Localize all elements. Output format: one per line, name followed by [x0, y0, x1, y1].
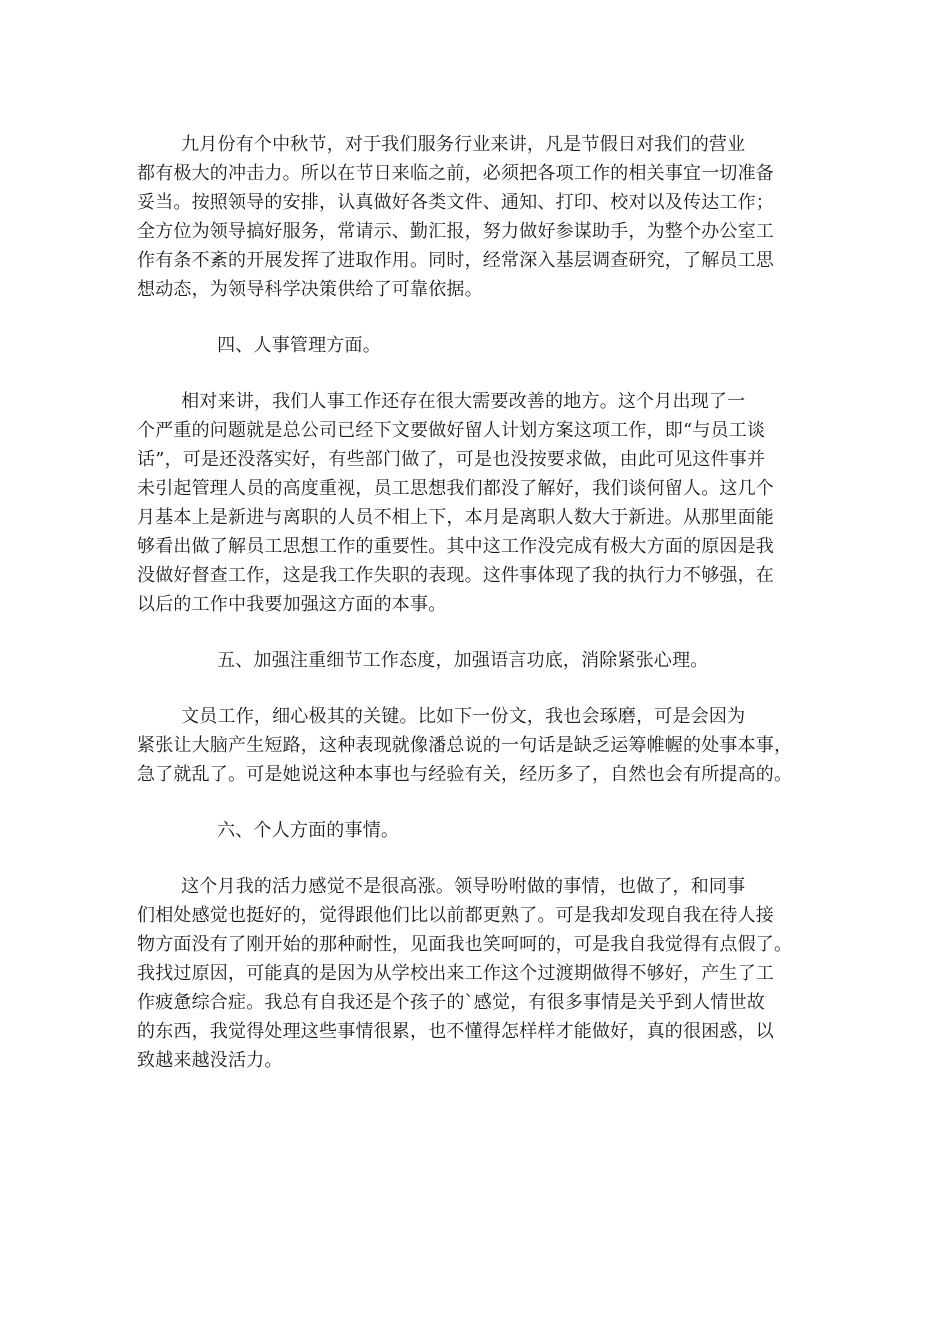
paragraph-line: 妥当。按照领导的安排，认真做好各类文件、通知、打印、校对以及传达工作；: [137, 192, 774, 213]
section-heading-detail: 五、加强注重细节工作态度，加强语言功底，消除紧张心理。: [217, 650, 709, 671]
paragraph-line: 个严重的问题就是总公司已经下文要做好留人计划方案这项工作，即“与员工谈: [137, 420, 766, 441]
paragraph-line: 急了就乱了。可是她说这种本事也与经验有关，经历多了，自然也会有所提高的。: [137, 764, 793, 785]
paragraph-line: 想动态，为领导科学决策供给了可靠依据。: [137, 279, 483, 300]
paragraph-line: 全方位为领导搞好服务，常请示、勤汇报，努力做好参谋助手，为整个办公室工: [137, 221, 774, 242]
paragraph-line: 紧张让大脑产生短路，这种表现就像潘总说的一句话是缺乏运筹帷幄的处事本事，: [137, 735, 793, 756]
paragraph-line: 九月份有个中秋节，对于我们服务行业来讲，凡是节假日对我们的营业: [181, 134, 746, 155]
paragraph-personal: [137, 872, 825, 1075]
paragraph-line: 致越来越没活力。: [137, 1050, 283, 1071]
paragraph-line: 没做好督查工作，这是我工作失职的表现。这件事体现了我的执行力不够强，在: [137, 565, 774, 586]
paragraph-mid-autumn: [137, 130, 825, 304]
paragraph-line: 们相处感觉也挺好的，觉得跟他们比以前都更熟了。可是我却发现自我在待人接: [137, 905, 774, 926]
paragraph-line: 话”，可是还没落实好，有些部门做了，可是也没按要求做，由此可见这件事并: [137, 449, 766, 470]
paragraph-hr: [137, 387, 825, 619]
paragraph-line: 未引起管理人员的高度重视，员工思想我们都没了解好，我们谈何留人。这几个: [137, 478, 774, 499]
section-heading-hr: 四、人事管理方面。: [217, 335, 381, 356]
paragraph-line: 都有极大的冲击力。所以在节日来临之前，必须把各项工作的相关事宜一切准备: [137, 163, 774, 184]
paragraph-line: 这个月我的活力感觉不是很高涨。领导吩咐做的事情，也做了，和同事: [181, 876, 746, 897]
paragraph-line: 相对来讲，我们人事工作还存在很大需要改善的地方。这个月出现了一: [181, 391, 746, 412]
paragraph-line: 够看出做了解员工思想工作的重要性。其中这工作没完成有极大方面的原因是我: [137, 536, 774, 557]
paragraph-line: 我找过原因，可能真的是因为从学校出来工作这个过渡期做得不够好，产生了工: [137, 963, 774, 984]
paragraph-line: 物方面没有了刚开始的那种耐性，见面我也笑呵呵的，可是我自我觉得有点假了。: [137, 934, 793, 955]
section-heading-personal: 六、个人方面的事情。: [217, 820, 400, 841]
paragraph-line: 以后的工作中我要加强这方面的本事。: [137, 594, 447, 615]
paragraph-line: 月基本上是新进与离职的人员不相上下，本月是离职人数大于新进。从那里面能: [137, 507, 774, 528]
paragraph-detail: [137, 702, 825, 789]
paragraph-line: 作疲惫综合症。我总有自我还是个孩子的`感觉，有很多事情是关乎到人情世故: [137, 992, 765, 1013]
paragraph-line: 文员工作，细心极其的关键。比如下一份文，我也会琢磨，可是会因为: [181, 706, 746, 727]
paragraph-line: 的东西，我觉得处理这些事情很累，也不懂得怎样样才能做好，真的很困惑，以: [137, 1021, 774, 1042]
paragraph-line: 作有条不紊的开展发挥了进取作用。同时，经常深入基层调查研究，了解员工思: [137, 250, 774, 271]
document-body: [137, 130, 825, 1102]
